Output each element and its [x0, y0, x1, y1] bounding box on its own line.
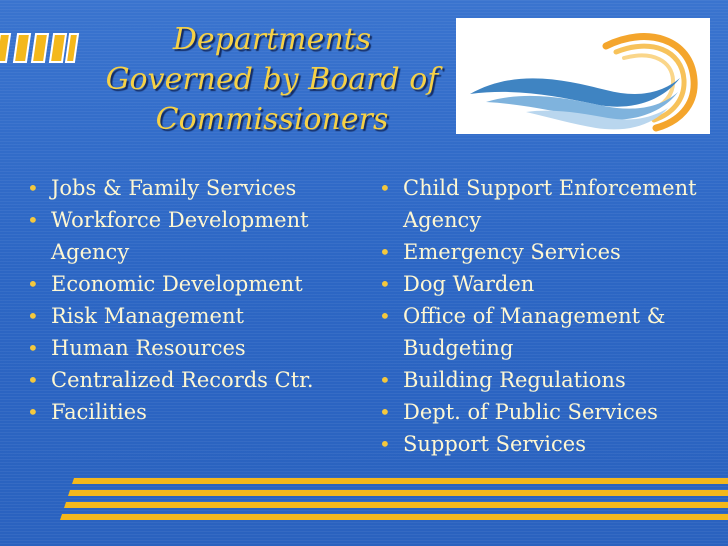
- bullet-icon: •: [27, 176, 39, 200]
- list-item: [376, 300, 716, 364]
- department-name: Office of Management & Budgeting: [403, 304, 666, 360]
- list-item: [24, 300, 344, 332]
- department-name: Building Regulations: [403, 368, 626, 392]
- list-item: [376, 396, 716, 428]
- wave-sun-logo: [456, 18, 710, 134]
- list-item: [24, 332, 344, 364]
- right-department-list: [376, 172, 716, 460]
- list-item: [24, 364, 344, 396]
- left-department-list: [24, 172, 344, 428]
- department-name: Emergency Services: [403, 240, 621, 264]
- department-name: Economic Development: [51, 272, 303, 296]
- list-item: [24, 268, 344, 300]
- department-name: Workforce Development Agency: [51, 208, 309, 264]
- bullet-icon: •: [379, 176, 391, 200]
- bullet-icon: •: [27, 368, 39, 392]
- list-item: [376, 236, 716, 268]
- department-name: Risk Management: [51, 304, 244, 328]
- decorative-stripes: [60, 470, 728, 520]
- department-name: Dept. of Public Services: [403, 400, 658, 424]
- bullet-icon: •: [379, 432, 391, 456]
- department-name: Child Support Enforcement Agency: [403, 176, 697, 232]
- bullet-icon: •: [27, 304, 39, 328]
- list-item: [24, 396, 344, 428]
- bullet-icon: •: [27, 208, 39, 232]
- slide-title: [88, 20, 456, 140]
- list-item: [376, 268, 716, 300]
- list-item: [24, 172, 344, 204]
- department-name: Facilities: [51, 400, 147, 424]
- bullet-icon: •: [27, 400, 39, 424]
- bullet-icon: •: [27, 336, 39, 360]
- bullet-icon: •: [27, 272, 39, 296]
- title-line: Commissioners: [155, 102, 389, 137]
- bullet-icon: •: [379, 272, 391, 296]
- department-name: Human Resources: [51, 336, 246, 360]
- logo-image: [456, 18, 710, 134]
- bullet-icon: •: [379, 304, 391, 328]
- department-name: Dog Warden: [403, 272, 535, 296]
- list-item: [24, 204, 344, 268]
- list-item: [376, 428, 716, 460]
- bars-icon: [0, 28, 80, 68]
- department-name: Jobs & Family Services: [51, 176, 297, 200]
- list-item: [376, 172, 716, 236]
- department-name: Support Services: [403, 432, 586, 456]
- title-line: Departments: [172, 22, 372, 57]
- title-line: Governed by Board of: [105, 62, 439, 97]
- list-item: [376, 364, 716, 396]
- bullet-icon: •: [379, 368, 391, 392]
- department-name: Centralized Records Ctr.: [51, 368, 314, 392]
- bullet-icon: •: [379, 240, 391, 264]
- bullet-icon: •: [379, 400, 391, 424]
